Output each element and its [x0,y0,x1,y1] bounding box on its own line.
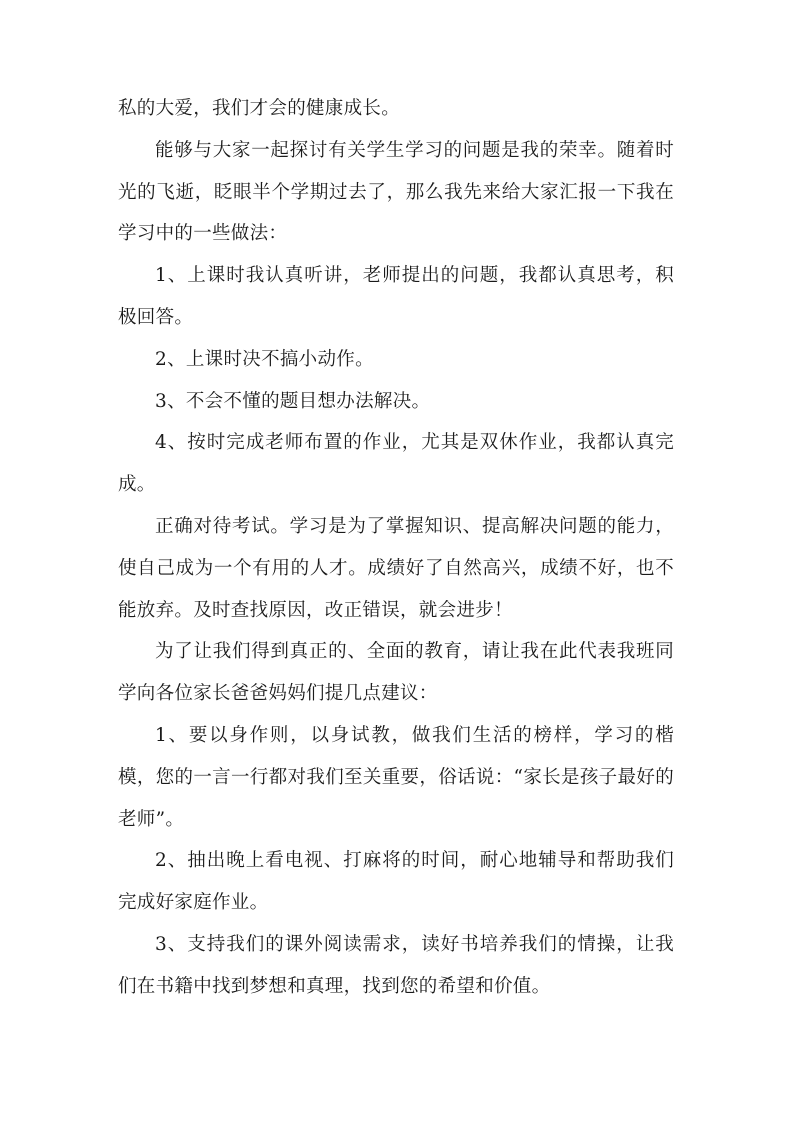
paragraph: 正确对待考试。学习是为了掌握知识、提高解决问题的能力，使自己成为一个有用的人才。成绩好了自然高兴，成绩不好，也不能放弃。及时查找原因，改正错误，就会进步！ [118,515,674,621]
list-item: 3、支持我们的课外阅读需求，读好书培养我们的情操，让我们在书籍中找到梦想和真理，找到您的希望和价值。 [118,933,674,997]
paragraph: 私的大爱，我们才会的健康成长。 [118,98,401,119]
list-item: 4、按时完成老师布置的作业，尤其是双休作业，我都认真完成。 [118,432,674,496]
paragraph: 为了让我们得到真正的、全面的教育，请让我在此代表我班同学向各位家长爸爸妈妈们提几点建议： [118,641,674,705]
list-item: 3、不会不懂的题目想办法解决。 [155,390,431,412]
list-item: 2、抽出晚上看电视、打麻将的时间，耐心地辅导和帮助我们完成好家庭作业。 [118,850,674,914]
document-body [118,88,674,1008]
list-item: 1、要以身作则，以身试教，做我们生活的榜样，学习的楷模，您的一言一行都对我们至关重要，俗话说：“家长是孩子最好的老师”。 [118,724,674,830]
list-item: 1、上课时我认真听讲，老师提出的问题，我都认真思考，积极回答。 [118,265,674,328]
paragraph: 能够与大家一起探讨有关学生学习的问题是我的荣幸。随着时光的飞逝，眨眼半个学期过去了，那么我先来给大家汇报一下我在学习中的一些做法： [118,139,674,245]
list-item: 2、上课时决不搞小动作。 [155,348,374,370]
